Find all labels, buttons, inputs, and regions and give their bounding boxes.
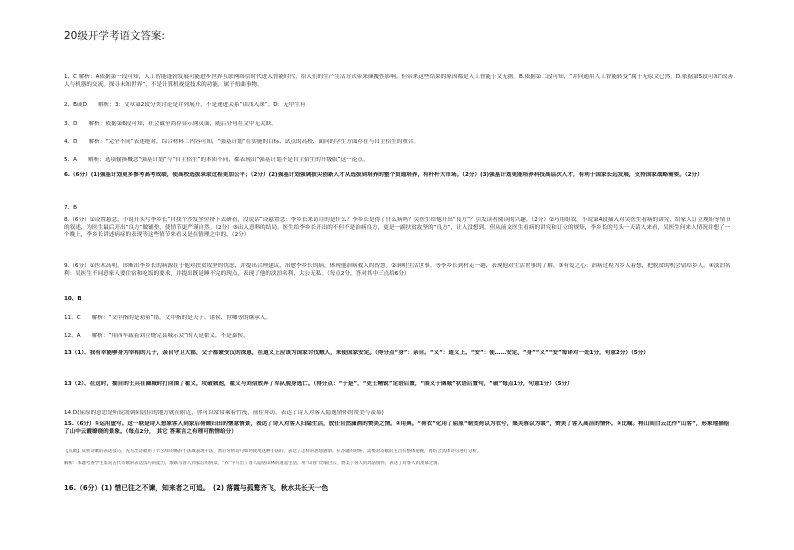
answer-item-3: 3、D 解析：依据第6段可知，社会截至尚存显示网页面，随后分句在文中无关联。 — [64, 121, 277, 127]
answer-item-14: 14.D(屈原的意思是听说凯朝阳居住的地方就在附近，你可以常常乘着竹筏，前往拜访，表达了诗人对客人隐逸情怀的赞美与羡慕) — [64, 410, 384, 416]
answer-item-7: 7、B — [64, 205, 77, 211]
answer-item-2: 2、B或D 解析：3：文章第2段分类讨论是并列展开，不是递进关系“由浅入深”。D：无中生有 — [64, 102, 306, 108]
answer-item-16: 16.（6分）(1) 惜已往之不谏，知来者之可追。 (2) 落霞与孤鹜齐飞，秋水共长天一色 — [64, 484, 329, 492]
answer-item-12: 12、A 解析：“用四车载着刘立烧完县城示众”的人是翟义，不是嘉俟。 — [64, 333, 249, 339]
page-title: 20级开学考语文答案: — [64, 30, 165, 42]
answer-item-15: 15.（6分）①运用虚写。这一联是诗人想象客人到家后荷锄归田的惬意情景，表达了诗人对客人归隐生活，放任自然潇洒的赞美之情。②用典。“荷衣”化用了屈原“制芰荷以为衣兮，集芙蓉以为裳”，赞美了客人高洁的情怀。③比喻。将山间白云比作“山客”，形象地描绘了山中云霞缭绕的景象。（每点2分， 其它 答案言之有理可酌情给分） — [64, 421, 730, 435]
answer-item-8: 8.（6分）①设置悬念。小说开头写李乡长“自找个沙发坐位挤下去研看，没说话”设悬置念：李乡长来访目的是什么？李乡长是得了什么病吗？吴医生给他开出“良方”？引发读者阅读的兴趣。（2分）②巧用组叙。小说第4段插入对吴医生看病的讲究，给家人订立规矩等情节的叙述，为医生最后开出“良方”做铺垫，使情节更严谨自然。（2分）③出人意料的结局。医生给李乡长开出的不但不是治病良方，更是一副扶贫攻坚的“良方”，让人没想到，但从前文医生看病的讲究和订立的规矩，李乡长的号头一天请人来看，吴医生问来人情况并想了一个晚上，李乡长讲述病症的表现等这些情节来看又是在情理之中的。（2分） — [64, 217, 731, 239]
answer-item-4: 4、D 解析：“完全不同”表述绝对，综合材料二内容可知，“强基计划”在实施的目标、试点的高校、面向的学生方面存在与自主招生的重合。 — [64, 139, 420, 145]
answer-item-13-1: 13（1）、我有幸能够身为宰相的儿子，亲自守卫大郡，父子都蒙受汉的深恩，在道义上应该为国家讨伐贼人，来使国家安定。（得分点“身”：亲自。“义”：道义上。“安”：使……安定。“身”“义”“安”每译对一处1分，句意2分）（5分） — [64, 350, 649, 356]
answer-item-10: 10、B — [64, 296, 82, 302]
answer-item-13-2: 13（2）、在这时，抽自的士兵在圈城时打回围了翟义，攻破城池，翟义与刘信放弃了军队脱身逃亡。（得分点：“于是”，“吏士精锐”定语后置，“围义于圉城”状语后置句，“破”每点1分，句意1分）（5分） — [64, 381, 573, 387]
answer-item-9: 9.（6分）①医术高明。诊断出李乡长的病源在于他对扶贫攻坚的忧虑，并提出合理建议，治愈李乡长的病，体现他治病救人的智慧。②洞明生活世事。等李乡长到村走一趟，表现他对生活世事的了解。③有爱之心：治病过程为乡人着想，把脱贫的机会留给乡人。④淡泊名利：吴医生不同意家人要住宿和吃饭的要求，并提出既是睡不完的现点，表现了他的淡泊名利，大公无私。（每点2分，答对其中三点给6分） — [64, 263, 731, 277]
answer-item-6: 6.（6分）(1)强基计划更多参考高考成绩，使高校选拔录取过程更加公平；（2分）(2)强基计划强调拔尖创新人才从选拔到培养的整个贯通培养，有杆杆大市场。（2分）(3)强基计划更能培养科技高层次人才，有利于国家长远发展，支持国家战略需要。（2分） — [64, 172, 703, 178]
answer-note-tip: 【点睛】赏析诗歌的表达技巧，先写出诗歌用了什么样的修辞手法或表现手法，然后分析诗句如何使用这种手法的，表达了怎样的思想感情。在答题的时候，需要对诗歌的主旨有整体把握，再结合具体诗句进行分析。 — [64, 449, 482, 454]
answer-item-11: 11、C 解析：“文中指的是劝童”错，文中指的是天子、诸侯、世卿等的继承人。 — [64, 315, 272, 321]
answer-note-analysis: 解析：本题考查学生鉴赏古代诗歌的表达技巧的能力。颔联写客人到家后的情景，“衣”字写出了客人隐居山林的逍遥生活，用“山客”比喻白云，赞美了客人的高洁情怀，表达了对客人的羡慕之情。 — [64, 461, 442, 466]
answer-item-1: 1、C 解析：A依据第一段可知，人工智能蓬勃发展可能进步世界互联网络信时代进入智能时代，给人们的生产生活方式带来颠覆性影响。但带来这些结果的原因都是人工智能于文无据。B.依据第二段可知，“并向通用人工智能转变”属于无原文已然。D.依据第5段可知“改善人与机器的交流，探寻未知世界”，不是计算机视觉技术的功能，属于扭曲事物。 — [64, 74, 734, 88]
answer-item-5: 5、A 解析：选项偷换概念“强基计划”与“自主招生”的本质不同，都表现出“强基计划不是自主招生的升级版”这一论点。 — [64, 157, 369, 163]
